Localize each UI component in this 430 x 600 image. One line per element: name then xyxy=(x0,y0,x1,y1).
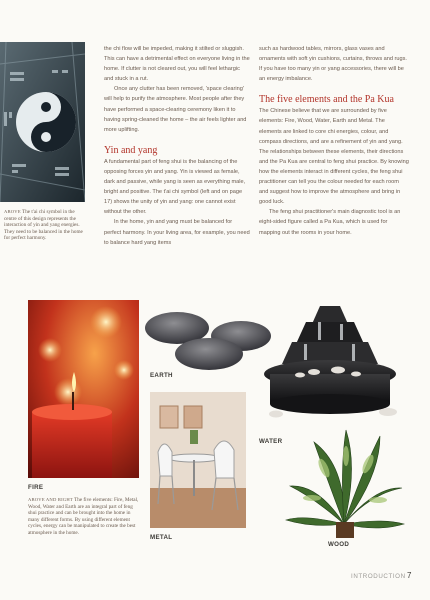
section-heading-yin-yang: Yin and yang xyxy=(104,144,158,156)
caption-lead: ABOVE xyxy=(4,209,21,214)
paragraph: The feng shui practitioner's main diagnostic tool is an eight-sided figure called a Pa Kua, which is used for mapping out the rooms in your home. xyxy=(259,209,401,236)
fire-candles-photo xyxy=(28,300,139,478)
page-number: 7 xyxy=(407,571,412,580)
text-column-1 xyxy=(104,44,250,248)
paragraph: Once any clutter has been removed, 'space clearing' will help to purify the atmosphere. Most people after they have performed a space-clearing ceremony liken it to having spring-cleaned the home – the air feels lighter and more uplifting. xyxy=(104,86,247,133)
section-heading-five-elements: The five elements and the Pa Kua xyxy=(259,94,394,106)
label-earth: EARTH xyxy=(150,372,173,379)
water-fountain-photo xyxy=(256,302,404,432)
label-wood: WOOD xyxy=(328,541,350,548)
label-metal: METAL xyxy=(150,534,173,541)
caption-bottom xyxy=(28,497,140,537)
metal-chairs-photo xyxy=(150,392,246,528)
caption-text: The five elements: Fire, Metal, Wood, Water and Earth are an integral part of feng shui practice and can be brought into the home in many different forms. By using different element cycles, energy can be manipulated to create the best atmosphere in the home. xyxy=(28,497,139,536)
text-column-2 xyxy=(259,44,409,238)
caption-top xyxy=(4,209,86,242)
label-water: WATER xyxy=(259,438,283,445)
wood-plant-photo xyxy=(284,428,406,538)
paragraph: such as hardwood tables, mirrors, glass vases and ornaments with soft yin cushions, curtains, throws and rugs. If you have too many yin or yang accessories, there will be an energy imbalance. xyxy=(259,46,407,83)
caption-text: The t'ai chi symbol in the centre of this design represents the interaction of yin and yang energies. They need to be balanced in the home for perfect harmony. xyxy=(4,209,83,242)
label-fire: FIRE xyxy=(28,484,44,491)
paragraph: The Chinese believe that we are surrounded by five elements: Fire, Wood, Water, Earth and Metal. The elements are linked to core chi energies, colour, and compass directions, and are a refinement of yin and yang. The relationships between these elements, their directions and the Pa Kua are central to feng shui practice. By knowing how the elements interact in different cycles, the feng shui practitioner can tell you the colour needed for each room and suggest how to improve the atmosphere and bring in good luck. xyxy=(259,108,409,206)
paragraph: In the home, yin and yang must be balanced for perfect harmony. In your living area, for example, you need to balance hard yang items xyxy=(104,219,250,246)
footer-section-title: INTRODUCTION xyxy=(351,573,406,580)
paragraph: the chi flow will be impeded, making it stilted or sluggish. This can have a detrimental effect on everyone living in the home. If clutter is not cleared out, you will feel lethargic and stuck in a rut. xyxy=(104,46,250,83)
paragraph: A fundamental part of feng shui is the balancing of the opposing forces yin and yang. Yin is viewed as female, dark and passive, while yang is seen as everything male, bright and positive. The t'ai chi symbol (left and on page 17) shows the unity of yin and yang: one cannot exist without the other. xyxy=(104,158,246,216)
tai-chi-photo xyxy=(0,42,85,202)
caption-lead: ABOVE AND RIGHT xyxy=(28,497,73,502)
